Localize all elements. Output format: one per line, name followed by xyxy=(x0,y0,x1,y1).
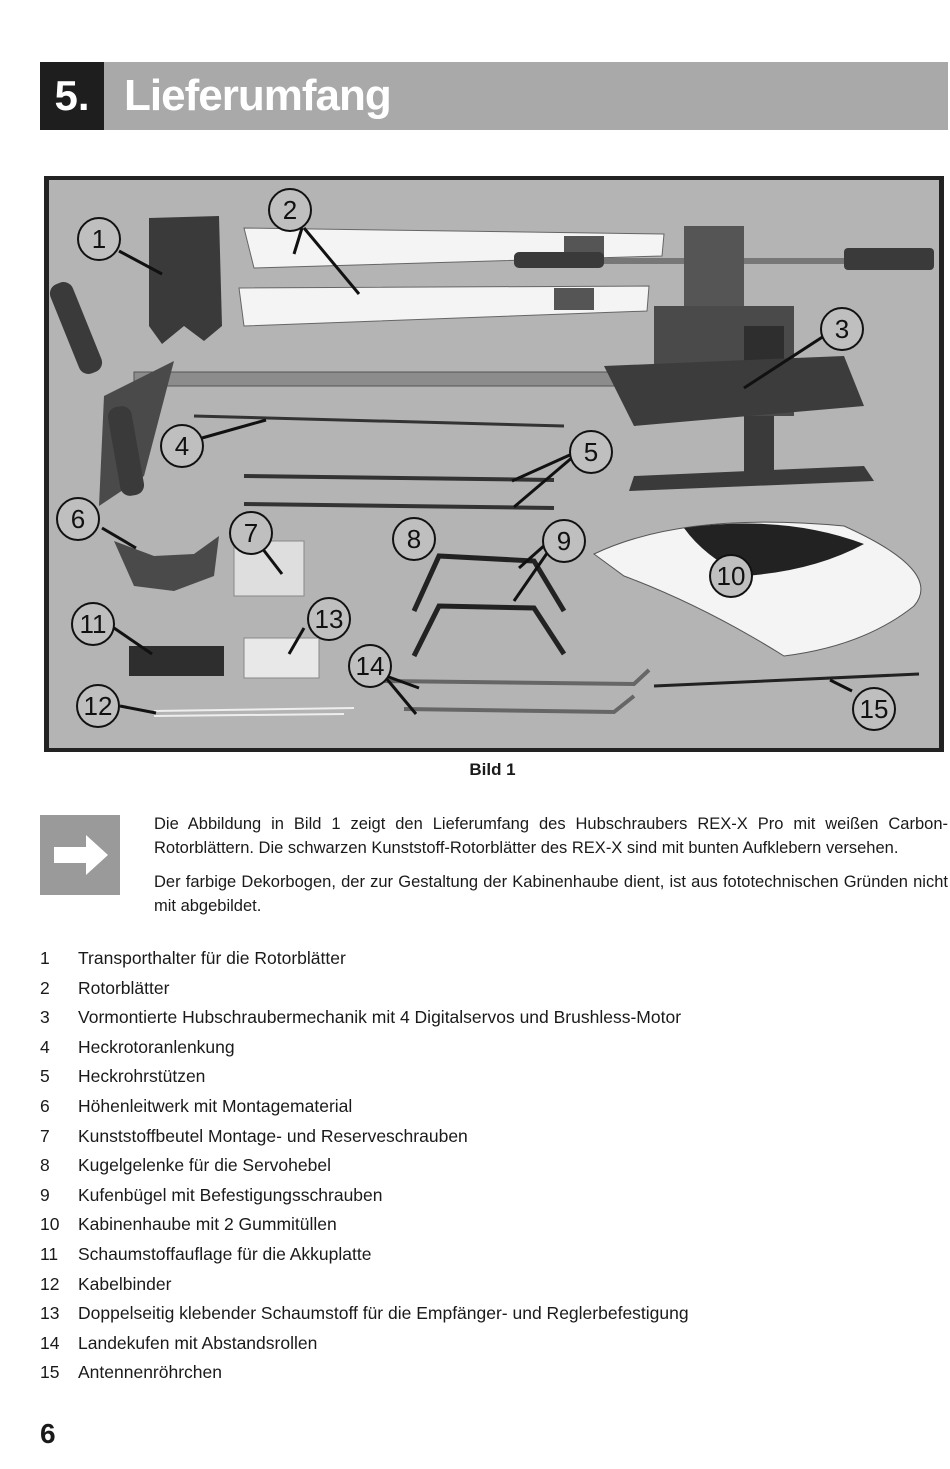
list-item: 14 Landekufen mit Abstandsrollen xyxy=(40,1332,318,1353)
list-item: 13 Doppelseitig klebender Schaumstoff für die Empfänger- und Reglerbefestigung xyxy=(40,1303,689,1324)
list-item: 2 Rotorblätter xyxy=(40,977,170,998)
svg-text:4: 4 xyxy=(174,431,190,461)
list-item: 11 Schaumstoffauflage für die Akkuplatte xyxy=(40,1243,372,1264)
callout-12 xyxy=(77,685,119,727)
callout-10 xyxy=(710,555,752,597)
page-number: 6 xyxy=(40,1418,56,1449)
callout-6 xyxy=(57,498,99,540)
contents-list xyxy=(40,944,920,1388)
svg-text:9: 9 xyxy=(556,526,572,556)
list-item: 1 Transporthalter für die Rotorblätter xyxy=(40,948,346,968)
list-item: 8 Kugelgelenke für die Servohebel xyxy=(40,1155,331,1176)
svg-text:14: 14 xyxy=(355,651,385,681)
svg-text:6: 6 xyxy=(70,504,86,534)
svg-text:2: 2 xyxy=(282,195,298,225)
callout-15 xyxy=(853,688,895,730)
list-item: 10 Kabinenhaube mit 2 Gummitüllen xyxy=(40,1214,337,1235)
list-item: 7 Kunststoffbeutel Montage- und Reserveschrauben xyxy=(40,1125,468,1146)
transport-holder-shape xyxy=(149,216,222,344)
list-item: 6 Höhenleitwerk mit Montagematerial xyxy=(40,1095,353,1116)
callout-11 xyxy=(72,603,114,645)
svg-text:7: 7 xyxy=(243,518,259,548)
svg-text:12: 12 xyxy=(83,691,113,721)
helicopter-parts-photo xyxy=(44,176,944,752)
section-number: 5. xyxy=(40,62,104,130)
svg-text:13: 13 xyxy=(314,604,344,634)
callout-3 xyxy=(821,308,863,350)
callout-7 xyxy=(230,512,272,554)
note-paragraph-1: Die Abbildung in Bild 1 zeigt den Lieferumfang des Hubschraubers REX-X Pro mit weißen Carbon-Rotorblättern. Die schwarzen Kunststoff-Rotorblätter des REX-X sind mit bunten Aufklebern versehen. xyxy=(154,815,948,857)
svg-text:11: 11 xyxy=(79,609,107,639)
list-item: 9 Kufenbügel mit Befestigungsschrauben xyxy=(40,1184,383,1205)
list-item: 5 Heckrohrstützen xyxy=(40,1066,206,1087)
callout-14 xyxy=(349,645,391,687)
section-title: Lieferumfang xyxy=(124,71,391,120)
callout-5 xyxy=(570,431,612,473)
figure-caption: Bild 1 xyxy=(469,760,516,779)
note-paragraph-2: Der farbige Dekorbogen, der zur Gestaltung der Kabinenhaube dient, ist aus fototechnischen Gründen nicht mit abgebildet. xyxy=(154,873,948,915)
callout-8 xyxy=(393,518,435,560)
list-item: 15 Antennenröhrchen xyxy=(40,1362,222,1383)
callout-4 xyxy=(161,425,203,467)
list-item: 4 Heckrotoranlenkung xyxy=(40,1036,235,1057)
svg-text:10: 10 xyxy=(716,561,746,591)
section-header xyxy=(40,62,948,130)
note-text xyxy=(154,812,948,928)
callout-13 xyxy=(308,598,350,640)
list-item: 12 Kabelbinder xyxy=(40,1273,172,1294)
svg-text:15: 15 xyxy=(859,694,889,724)
svg-text:3: 3 xyxy=(834,314,850,344)
arrow-right-icon xyxy=(40,815,120,895)
callout-9 xyxy=(543,520,585,562)
svg-text:8: 8 xyxy=(406,524,422,554)
svg-text:1: 1 xyxy=(91,224,107,254)
svg-text:5: 5 xyxy=(583,437,599,467)
callout-2 xyxy=(269,189,311,231)
list-item: 3 Vormontierte Hubschraubermechanik mit 4 Digitalservos und Brushless-Motor xyxy=(40,1007,682,1028)
callout-1 xyxy=(78,218,120,260)
